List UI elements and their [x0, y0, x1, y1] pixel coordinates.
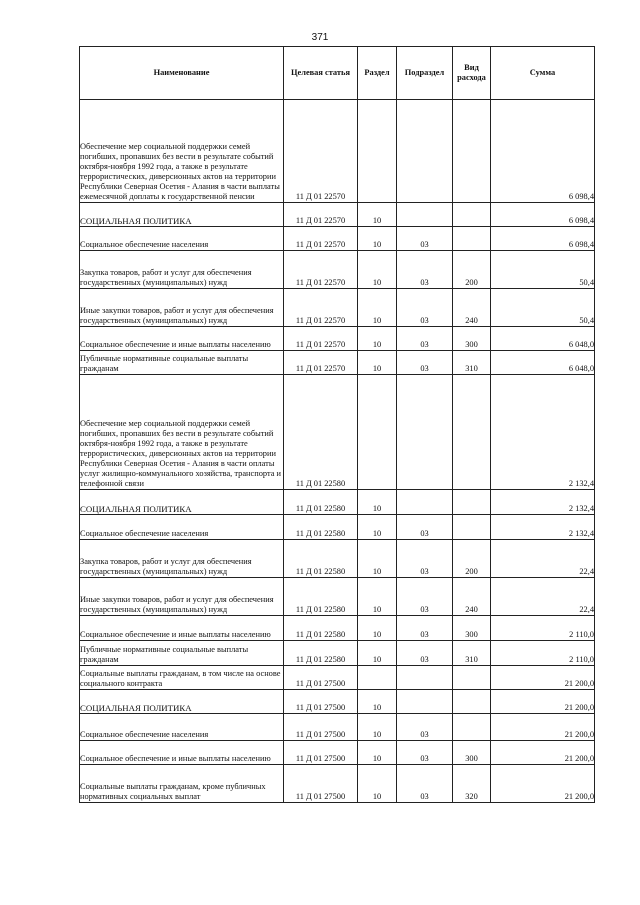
- row-expense-type: 310: [453, 641, 491, 666]
- row-article: 11 Д 01 22580: [284, 578, 358, 616]
- row-amount: 2 110,0: [491, 616, 595, 641]
- row-name: Публичные нормативные социальные выплаты гражданам: [80, 351, 284, 375]
- row-article: 11 Д 01 22580: [284, 375, 358, 490]
- row-section: 10: [358, 490, 397, 515]
- row-section: 10: [358, 714, 397, 741]
- row-subsection: [397, 203, 453, 227]
- row-subsection: 03: [397, 714, 453, 741]
- row-amount: 6 048,0: [491, 327, 595, 351]
- row-amount: 21 200,0: [491, 666, 595, 690]
- row-amount: 21 200,0: [491, 714, 595, 741]
- row-section: 10: [358, 690, 397, 714]
- row-article: 11 Д 01 27500: [284, 666, 358, 690]
- row-section: 10: [358, 227, 397, 251]
- table-row: [80, 765, 595, 803]
- row-amount: 2 132,4: [491, 515, 595, 540]
- row-subsection: 03: [397, 741, 453, 765]
- header-subsection: Подраздел: [397, 47, 453, 100]
- row-article: 11 Д 01 22570: [284, 227, 358, 251]
- table-row: [80, 490, 595, 515]
- row-section: 10: [358, 251, 397, 289]
- row-amount: 2 132,4: [491, 375, 595, 490]
- row-expense-type: [453, 100, 491, 203]
- row-amount: 21 200,0: [491, 690, 595, 714]
- header-amount: Сумма: [491, 47, 595, 100]
- row-expense-type: 310: [453, 351, 491, 375]
- table-row: [80, 714, 595, 741]
- row-subsection: 03: [397, 351, 453, 375]
- row-article: 11 Д 01 22570: [284, 203, 358, 227]
- row-amount: 2 110,0: [491, 641, 595, 666]
- row-expense-type: [453, 515, 491, 540]
- table-row: [80, 540, 595, 578]
- row-section: 10: [358, 289, 397, 327]
- row-name: Социальное обеспечение населения: [80, 714, 284, 741]
- row-name: СОЦИАЛЬНАЯ ПОЛИТИКА: [80, 690, 284, 714]
- row-article: 11 Д 01 22580: [284, 641, 358, 666]
- row-section: 10: [358, 578, 397, 616]
- row-article: 11 Д 01 22580: [284, 540, 358, 578]
- row-article: 11 Д 01 22580: [284, 616, 358, 641]
- row-section: 10: [358, 616, 397, 641]
- row-section: 10: [358, 641, 397, 666]
- row-name: Социальное обеспечение и иные выплаты населению: [80, 327, 284, 351]
- row-section: [358, 100, 397, 203]
- row-name: Закупка товаров, работ и услуг для обеспечения государственных (муниципальных) нужд: [80, 540, 284, 578]
- row-name: СОЦИАЛЬНАЯ ПОЛИТИКА: [80, 490, 284, 515]
- row-amount: 21 200,0: [491, 741, 595, 765]
- row-article: 11 Д 01 22570: [284, 251, 358, 289]
- row-name: Иные закупки товаров, работ и услуг для обеспечения государственных (муниципальных) нужд: [80, 578, 284, 616]
- row-subsection: 03: [397, 540, 453, 578]
- row-name: Обеспечение мер социальной поддержки семей погибших, пропавших без вести в результате событий октября-ноября 1992 года, а также в результате террористических, диверсионных актов на территории Республики Северная Осетия - Алания в части оплаты услуг жилищно-коммунального хозяйства, транспорта и телефонной связи: [80, 375, 284, 490]
- page-number: 371: [311, 32, 329, 43]
- row-amount: 50,4: [491, 289, 595, 327]
- row-amount: 6 098,4: [491, 100, 595, 203]
- row-subsection: 03: [397, 289, 453, 327]
- table-row: [80, 515, 595, 540]
- row-amount: 6 098,4: [491, 227, 595, 251]
- row-expense-type: 200: [453, 540, 491, 578]
- row-section: 10: [358, 327, 397, 351]
- header-expense-type: Вид расхода: [453, 47, 491, 100]
- row-article: 11 Д 01 27500: [284, 741, 358, 765]
- row-section: [358, 666, 397, 690]
- row-subsection: [397, 100, 453, 203]
- row-article: 11 Д 01 22570: [284, 351, 358, 375]
- table-row: [80, 251, 595, 289]
- row-amount: 6 048,0: [491, 351, 595, 375]
- row-expense-type: [453, 714, 491, 741]
- row-name: Социальное обеспечение населения: [80, 227, 284, 251]
- row-expense-type: [453, 666, 491, 690]
- header-section: Раздел: [358, 47, 397, 100]
- row-expense-type: 240: [453, 578, 491, 616]
- row-name: Закупка товаров, работ и услуг для обеспечения государственных (муниципальных) нужд: [80, 251, 284, 289]
- row-name: Социальное обеспечение и иные выплаты населению: [80, 616, 284, 641]
- row-expense-type: 300: [453, 616, 491, 641]
- row-subsection: 03: [397, 765, 453, 803]
- row-expense-type: 300: [453, 741, 491, 765]
- row-name: Социальное обеспечение и иные выплаты населению: [80, 741, 284, 765]
- row-expense-type: [453, 203, 491, 227]
- row-section: 10: [358, 765, 397, 803]
- row-name: СОЦИАЛЬНАЯ ПОЛИТИКА: [80, 203, 284, 227]
- row-section: 10: [358, 515, 397, 540]
- row-subsection: 03: [397, 227, 453, 251]
- row-name: Публичные нормативные социальные выплаты гражданам: [80, 641, 284, 666]
- row-amount: 22,4: [491, 540, 595, 578]
- row-expense-type: [453, 227, 491, 251]
- row-name: Обеспечение мер социальной поддержки семей погибших, пропавших без вести в результате событий октября-ноября 1992 года, а также в результате террористических, диверсионных актов на территории Республики Северная Осетия - Алания в части выплаты ежемесячной доплаты к государственной пенсии: [80, 100, 284, 203]
- row-subsection: 03: [397, 251, 453, 289]
- row-section: 10: [358, 741, 397, 765]
- table-row: [80, 327, 595, 351]
- table-row: [80, 666, 595, 690]
- row-section: 10: [358, 203, 397, 227]
- row-article: 11 Д 01 22570: [284, 100, 358, 203]
- row-subsection: [397, 690, 453, 714]
- row-amount: 2 132,4: [491, 490, 595, 515]
- row-article: 11 Д 01 22570: [284, 327, 358, 351]
- row-expense-type: [453, 490, 491, 515]
- row-expense-type: 240: [453, 289, 491, 327]
- row-expense-type: 200: [453, 251, 491, 289]
- row-name: Социальное обеспечение населения: [80, 515, 284, 540]
- row-amount: 6 098,4: [491, 203, 595, 227]
- row-amount: 21 200,0: [491, 765, 595, 803]
- table-row: [80, 741, 595, 765]
- row-subsection: 03: [397, 327, 453, 351]
- row-subsection: [397, 666, 453, 690]
- row-amount: 50,4: [491, 251, 595, 289]
- table-row: [80, 203, 595, 227]
- table-header-row: [80, 47, 595, 100]
- row-name: Иные закупки товаров, работ и услуг для обеспечения государственных (муниципальных) нужд: [80, 289, 284, 327]
- budget-table: [79, 46, 595, 803]
- table-row: [80, 616, 595, 641]
- row-expense-type: [453, 375, 491, 490]
- row-subsection: 03: [397, 515, 453, 540]
- row-expense-type: 320: [453, 765, 491, 803]
- row-name: Социальные выплаты гражданам, кроме публичных нормативных социальных выплат: [80, 765, 284, 803]
- table-row: [80, 375, 595, 490]
- row-amount: 22,4: [491, 578, 595, 616]
- row-name: Социальные выплаты гражданам, в том числе на основе социального контракта: [80, 666, 284, 690]
- row-subsection: [397, 490, 453, 515]
- table-row: [80, 227, 595, 251]
- table-row: [80, 578, 595, 616]
- row-expense-type: [453, 690, 491, 714]
- table-row: [80, 289, 595, 327]
- row-article: 11 Д 01 27500: [284, 690, 358, 714]
- row-subsection: [397, 375, 453, 490]
- row-article: 11 Д 01 27500: [284, 765, 358, 803]
- row-section: [358, 375, 397, 490]
- row-subsection: 03: [397, 578, 453, 616]
- header-article: Целевая статья: [284, 47, 358, 100]
- row-expense-type: 300: [453, 327, 491, 351]
- row-subsection: 03: [397, 616, 453, 641]
- row-article: 11 Д 01 27500: [284, 714, 358, 741]
- row-article: 11 Д 01 22580: [284, 515, 358, 540]
- row-article: 11 Д 01 22580: [284, 490, 358, 515]
- header-name: Наименование: [80, 47, 284, 100]
- row-subsection: 03: [397, 641, 453, 666]
- table-row: [80, 641, 595, 666]
- table-row: [80, 690, 595, 714]
- table-row: [80, 351, 595, 375]
- row-section: 10: [358, 540, 397, 578]
- row-section: 10: [358, 351, 397, 375]
- table-row: [80, 100, 595, 203]
- row-article: 11 Д 01 22570: [284, 289, 358, 327]
